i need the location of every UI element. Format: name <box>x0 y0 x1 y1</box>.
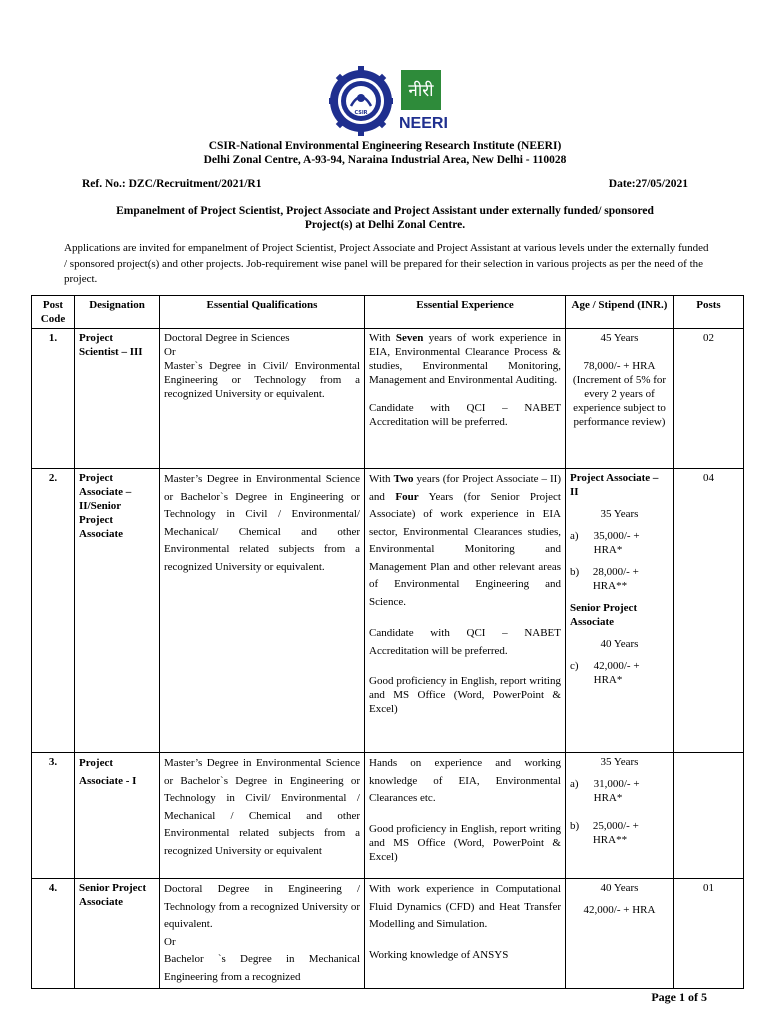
exp-line: Working knowledge of ANSYS <box>369 948 509 961</box>
table-row <box>32 879 744 989</box>
table-row <box>32 753 744 879</box>
qualifications <box>160 879 365 989</box>
page-number: Page 1 of 5 <box>651 990 707 1004</box>
exp-line: Good proficiency in English, report writing and MS Office (Word, PowerPoint & Excel) <box>369 675 561 715</box>
exp-line: Good proficiency in English, report writing and MS Office (Word, PowerPoint & Excel) <box>369 822 561 863</box>
qual-line: Or <box>164 935 176 948</box>
subject-line2: Project(s) at Delhi Zonal Centre. <box>304 219 466 231</box>
exp-line: Hands on experience and working knowledge of EIA, Environmental Clearances etc. <box>369 757 561 804</box>
posts: 02 <box>674 329 744 469</box>
designation: Project Associate - I <box>75 753 160 879</box>
neeri-brand-icon <box>399 70 448 132</box>
posts: 01 <box>674 879 744 989</box>
stipend: 78,000/- + HRA (Increment of 5% for every 2 years of experience subject to performance review) <box>572 360 667 428</box>
header-post-code: Post Code <box>32 296 75 329</box>
institute-name: CSIR-National Environmental Engineering Research Institute (NEERI) <box>208 140 562 152</box>
experience <box>365 753 566 879</box>
qual-line: Bachelor `s Degree in Mechanical Engineering from a recognized <box>164 953 360 983</box>
experience <box>365 469 566 753</box>
age: 45 Years <box>600 332 639 344</box>
exp-line: Candidate with QCI – NABET Accreditation will be preferred. <box>369 627 561 657</box>
qual-line: Master`s Degree in Civil/ Environmental Engineering or Technology from a recognized University or equivalent. <box>164 360 360 400</box>
post-code: 1. <box>32 329 75 469</box>
positions-table <box>31 295 744 989</box>
header-posts: Posts <box>674 296 744 329</box>
age-stipend <box>566 753 674 879</box>
ref-number: Ref. No.: DZC/Recruitment/2021/R1 <box>82 178 262 190</box>
post-code: 3. <box>32 753 75 879</box>
stipend-option: a) 35,000/- + HRA* <box>570 530 640 556</box>
header-experience: Essential Experience <box>365 296 566 329</box>
header-qualifications: Essential Qualifications <box>160 296 365 329</box>
ref-date: Date:27/05/2021 <box>608 178 688 190</box>
institute-address: Delhi Zonal Centre, A-93-94, Naraina Industrial Area, New Delhi - 110028 <box>203 154 567 166</box>
age: 35 Years <box>600 756 639 768</box>
exp-line: With Two years (for Project Associate – II) and Four Years (for Senior Project Associate) of work experience in EIA sector, Environmental Clearances studies, Environmental Monitoring and Management Plan and other relevant areas of Environmental Engineering and Science. <box>369 473 561 608</box>
svg-text:CSIR: CSIR <box>354 110 368 116</box>
header-designation: Designation <box>75 296 160 329</box>
qual-line: Doctoral Degree in Engineering / Technology from a recognized University or equivalent. <box>164 883 360 930</box>
exp-line: With Seven years of work experience in EIA, Environmental Clearance Process & studies, Environmental Monitoring, Management and Environmental Auditing. <box>369 332 561 386</box>
table-header-row <box>32 296 744 329</box>
post-code: 2. <box>32 469 75 753</box>
stipend-option: b) 25,000/- + HRA** <box>570 820 639 846</box>
age: 35 Years <box>600 508 639 520</box>
stipend: 42,000/- + HRA <box>583 904 656 916</box>
designation: Project Associate – II/Senior Project Associate <box>75 469 160 753</box>
exp-line: With work experience in Computational Fluid Dynamics (CFD) and Heat Transfer Modelling and Simulation. <box>369 883 561 930</box>
stipend-option: c) 42,000/- + HRA* <box>570 660 640 686</box>
designation: Project Scientist – III <box>75 329 160 469</box>
spa-title: Senior Project Associate <box>570 602 638 628</box>
designation: Senior Project Associate <box>75 879 160 989</box>
posts <box>674 753 744 879</box>
table-row <box>32 329 744 469</box>
post-code: 4. <box>32 879 75 989</box>
experience <box>365 879 566 989</box>
subject-line1: Empanelment of Project Scientist, Project Associate and Project Assistant under externally funded/ sponsored <box>116 205 654 217</box>
age: 40 Years <box>600 882 639 894</box>
svg-text:NEERI: NEERI <box>399 115 448 132</box>
pa2-title: Project Associate – II <box>570 472 659 498</box>
qualifications: Master’s Degree in Environmental Science or Bachelor`s Degree in Engineering or Technology in Civil/ Environmental / Mechanical / Chemical and other Environmental related subjects from a recognized University or equivalent <box>160 753 365 879</box>
stipend-option: a) 31,000/- + HRA* <box>570 778 640 804</box>
neeri-logo <box>329 66 459 136</box>
svg-text:नीरी: नीरी <box>408 81 434 101</box>
qualifications: Master’s Degree in Environmental Science or Bachelor`s Degree in Engineering or Technology in Civil / Environmental/ Mechanical/ Chemical and other Environmental related subjects from a recognized University or equivalent. <box>160 469 365 753</box>
age-stipend <box>566 879 674 989</box>
experience <box>365 329 566 469</box>
age-stipend <box>566 469 674 753</box>
qual-line: Doctoral Degree in Sciences <box>164 332 290 344</box>
qual-line: Or <box>164 346 176 358</box>
table-row <box>32 469 744 753</box>
stipend-option: b) 28,000/- + HRA** <box>570 566 639 592</box>
header-age-stipend: Age / Stipend (INR.) <box>566 296 674 329</box>
age: 40 Years <box>600 638 639 650</box>
age-stipend <box>566 329 674 469</box>
exp-line: Candidate with QCI – NABET Accreditation will be preferred. <box>369 402 561 428</box>
qualifications <box>160 329 365 469</box>
csir-seal-icon <box>329 66 393 136</box>
subject <box>60 204 710 232</box>
posts: 04 <box>674 469 744 753</box>
intro-paragraph: Applications are invited for empanelment of Project Scientist, Project Associate and Project Assistant at various levels under the externally funded / sponsored project(s) and other projects. Job-requirement wise panel will be prepared for their selection in various projects as per the need of the project. <box>64 242 709 285</box>
